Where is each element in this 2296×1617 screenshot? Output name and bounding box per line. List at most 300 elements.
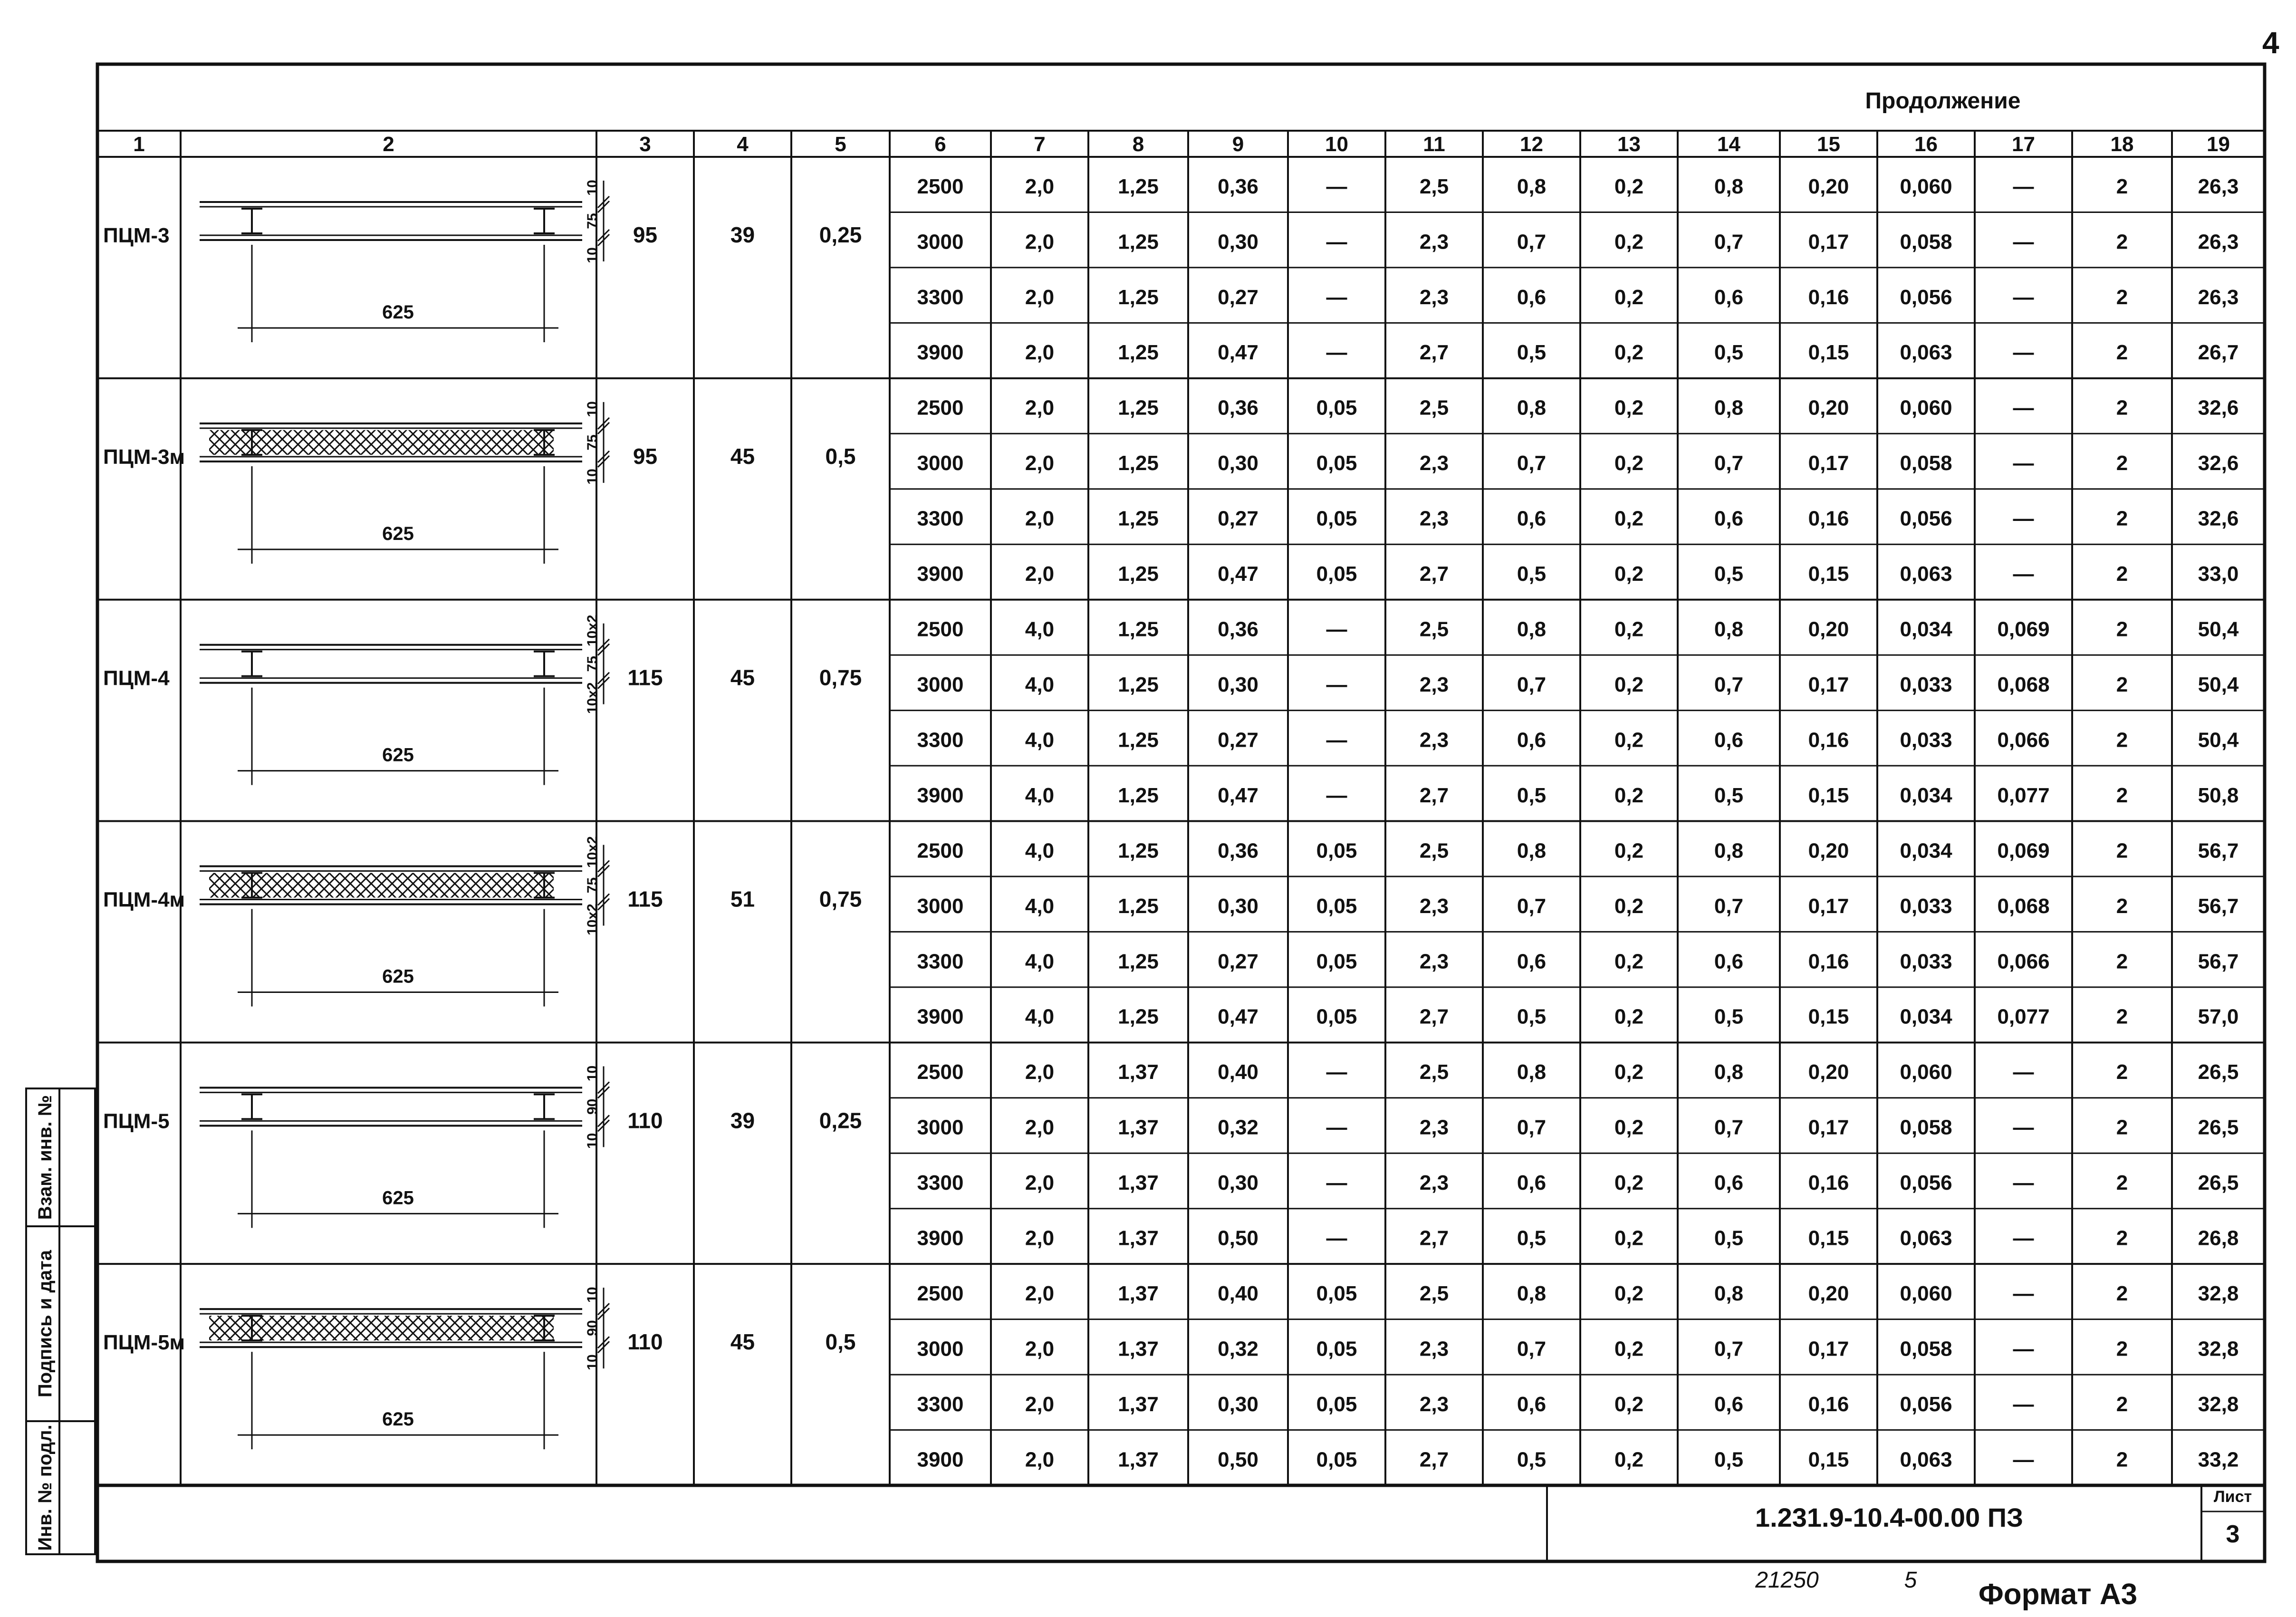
table-cell: 0,2 [1614, 1060, 1644, 1084]
table-cell: 0,5 [1517, 562, 1547, 586]
table-cell: 3000 [917, 452, 964, 475]
table-cell: 0,47 [1218, 341, 1258, 365]
table-cell: 0,056 [1900, 1171, 1952, 1195]
table-cell: 0,20 [1808, 617, 1849, 641]
table-cell: 1,37 [1118, 1226, 1159, 1250]
table-cell: 0,8 [1714, 396, 1744, 420]
table-cell: 2,0 [1025, 1116, 1055, 1139]
table-cell: 2 [2116, 1005, 2128, 1029]
table-cell: 56,7 [2198, 894, 2239, 918]
table-cell: 0,6 [1517, 728, 1547, 752]
table-cell: 2 [2116, 894, 2128, 918]
dimension-label: 75 [585, 877, 600, 894]
table-cell: 0,2 [1614, 1005, 1644, 1029]
table-cell: 26,5 [2198, 1116, 2239, 1139]
table-cell: 26,3 [2198, 174, 2239, 198]
table-cell: 0,32 [1218, 1337, 1258, 1361]
table-cell: 0,6 [1714, 950, 1744, 973]
table-cell: 0,05 [1316, 507, 1357, 530]
table-cell: 1,37 [1118, 1448, 1159, 1472]
stamp-inv-podl: Инв. № подл. [35, 1424, 56, 1551]
table-cell: — [1326, 673, 1347, 696]
table-cell: — [2013, 452, 2034, 475]
table-cell: 0,6 [1714, 728, 1744, 752]
page-number: 4 [2262, 26, 2279, 60]
table-cell: 1,37 [1118, 1116, 1159, 1139]
table-cell: 0,05 [1316, 950, 1357, 973]
table-cell: 0,20 [1808, 396, 1849, 420]
table-cell: 0,058 [1900, 1116, 1952, 1139]
table-cell: — [2013, 230, 2034, 254]
table-cell: 2,3 [1419, 673, 1449, 696]
panel-c5: 0,25 [819, 1108, 862, 1133]
table-cell: 32,8 [2198, 1282, 2239, 1306]
table-cell: 0,060 [1900, 396, 1952, 420]
table-cell: 2,5 [1419, 839, 1449, 863]
dimension-label: 75 [585, 213, 600, 229]
column-header: 11 [1423, 133, 1445, 156]
panel-c4: 45 [730, 1329, 755, 1355]
table-cell: 0,7 [1517, 452, 1547, 475]
column-header: 9 [1232, 133, 1244, 156]
table-cell: 2 [2116, 728, 2128, 752]
table-cell: 2 [2116, 839, 2128, 863]
table-cell: 0,36 [1218, 617, 1258, 641]
document-designation: 1.231.9-10.4-00.00 ПЗ [1755, 1502, 2024, 1532]
table-cell: 3900 [917, 783, 964, 807]
table-cell: 0,068 [1997, 673, 2050, 696]
panel-group [103, 1060, 2238, 1250]
table-cell: — [2013, 1282, 2034, 1306]
column-header: 6 [934, 133, 946, 156]
table-cell: 3900 [917, 1005, 964, 1029]
column-header: 8 [1132, 133, 1144, 156]
dimension-label: 75 [585, 655, 600, 672]
column-header: 1 [133, 133, 145, 156]
table-cell: — [2013, 396, 2034, 420]
table-cell: 33,2 [2198, 1448, 2239, 1472]
table-cell: 0,50 [1218, 1226, 1258, 1250]
panel-name: ПЦМ-5м [103, 1331, 185, 1355]
panel-c3: 110 [627, 1108, 663, 1133]
table-cell: 0,20 [1808, 1060, 1849, 1084]
table-cell: 0,7 [1714, 230, 1744, 254]
table-cell: 0,8 [1517, 396, 1547, 420]
table-cell: 0,2 [1614, 562, 1644, 586]
table-cell: 26,7 [2198, 341, 2239, 365]
table-cell: 0,6 [1517, 507, 1547, 530]
panel-name: ПЦМ-4м [103, 888, 185, 912]
table-cell: 0,034 [1900, 839, 1952, 863]
table-cell: 0,7 [1517, 1116, 1547, 1139]
table-cell: 0,8 [1714, 1060, 1744, 1084]
table-cell: 1,37 [1118, 1337, 1159, 1361]
table-cell: 32,8 [2198, 1337, 2239, 1361]
table-cell: 0,066 [1997, 728, 2050, 752]
table-cell: 0,063 [1900, 1226, 1952, 1250]
dimension-label: 10х2 [585, 836, 600, 868]
table-cell: 2 [2116, 1282, 2128, 1306]
table-cell: 1,25 [1118, 673, 1159, 696]
table-cell: 0,066 [1997, 950, 2050, 973]
table-cell: 2 [2116, 562, 2128, 586]
table-cell: — [2013, 1171, 2034, 1195]
table-cell: — [2013, 507, 2034, 530]
table-cell: 3000 [917, 894, 964, 918]
table-cell: 0,058 [1900, 230, 1952, 254]
table-cell: 2,0 [1025, 230, 1055, 254]
table-cell: 0,5 [1714, 1005, 1744, 1029]
table-cell: 0,2 [1614, 396, 1644, 420]
table-cell: 0,2 [1614, 285, 1644, 309]
dimension-label: 10х2 [585, 615, 600, 647]
column-header: 15 [1817, 133, 1840, 156]
table-cell: 0,063 [1900, 341, 1952, 365]
table-cell: 2,3 [1419, 507, 1449, 530]
panel-c5: 0,5 [825, 443, 856, 469]
column-header: 10 [1325, 133, 1348, 156]
table-cell: 0,7 [1517, 894, 1547, 918]
table-cell: — [2013, 1226, 2034, 1250]
table-cell: 2,3 [1419, 452, 1449, 475]
table-cell: 0,2 [1614, 728, 1644, 752]
table-cell: 2,5 [1419, 174, 1449, 198]
table-cell: — [1326, 174, 1347, 198]
table-cell: 0,2 [1614, 839, 1644, 863]
table-cell: 0,6 [1517, 950, 1547, 973]
table-cell: 2,3 [1419, 1337, 1449, 1361]
table-cell: 0,47 [1218, 562, 1258, 586]
table-cell: 0,7 [1714, 1337, 1744, 1361]
table-cell: — [1326, 1226, 1347, 1250]
table-cell: 2 [2116, 452, 2128, 475]
table-cell: 0,5 [1714, 783, 1744, 807]
table-cell: 0,17 [1808, 673, 1849, 696]
table-cell: 1,37 [1118, 1171, 1159, 1195]
table-cell: — [2013, 1337, 2034, 1361]
table-cell: — [1326, 783, 1347, 807]
section-sketch [200, 401, 609, 564]
table-cell: 56,7 [2198, 950, 2239, 973]
table-cell: 0,2 [1614, 894, 1644, 918]
table-cell: 50,4 [2198, 673, 2239, 696]
column-header: 14 [1717, 133, 1740, 156]
table-cell: 0,16 [1808, 728, 1849, 752]
table-cell: — [1326, 341, 1347, 365]
table-cell: 3900 [917, 1448, 964, 1472]
table-cell: 32,6 [2198, 507, 2239, 530]
table-cell: 2,5 [1419, 617, 1449, 641]
section-sketch [200, 615, 609, 785]
column-header: 13 [1617, 133, 1641, 156]
table-cell: 0,32 [1218, 1116, 1258, 1139]
table-cell: 2500 [917, 396, 964, 420]
table-cell: 0,6 [1517, 1171, 1547, 1195]
table-cell: 0,2 [1614, 1337, 1644, 1361]
table-cell: 1,25 [1118, 507, 1159, 530]
table-cell: 2,0 [1025, 1337, 1055, 1361]
section-sketch [200, 1287, 609, 1449]
table-cell: 0,060 [1900, 1282, 1952, 1306]
table-cell: 0,5 [1714, 1448, 1744, 1472]
table-cell: 0,2 [1614, 1171, 1644, 1195]
table-cell: 0,16 [1808, 1171, 1849, 1195]
profile-icon [241, 209, 262, 233]
archive-number: 21250 [1755, 1568, 1819, 1593]
table-cell: 32,6 [2198, 452, 2239, 475]
table-cell: 3300 [917, 728, 964, 752]
continuation-label: Продолжение [1865, 88, 2021, 114]
table-cell: 2,0 [1025, 396, 1055, 420]
table-cell: — [2013, 285, 2034, 309]
table-cell: 0,05 [1316, 1448, 1357, 1472]
table-cell: 0,16 [1808, 507, 1849, 530]
table-cell: 0,034 [1900, 783, 1952, 807]
table-cell: 0,6 [1714, 285, 1744, 309]
insulation-hatch [209, 873, 554, 898]
table-cell: 2 [2116, 950, 2128, 973]
width-dimension-label: 625 [382, 523, 414, 544]
stamp-vzam-inv: Взам. инв. № [35, 1095, 56, 1220]
table-cell: 0,30 [1218, 894, 1258, 918]
table-cell: 2 [2116, 1337, 2128, 1361]
panel-c4: 45 [730, 443, 755, 469]
dimension-label: 10 [585, 1065, 600, 1082]
table-cell: 0,20 [1808, 839, 1849, 863]
footer [1755, 1568, 2137, 1611]
table-cell: 0,30 [1218, 1392, 1258, 1416]
insulation-hatch [209, 1316, 554, 1340]
table-cell: 4,0 [1025, 894, 1055, 918]
table-cell: 1,37 [1118, 1282, 1159, 1306]
table-cell: 0,069 [1997, 839, 2050, 863]
sheet-label: Лист [2213, 1488, 2252, 1506]
table-cell: 0,16 [1808, 950, 1849, 973]
table-cell: 0,6 [1517, 285, 1547, 309]
table-cell: 1,37 [1118, 1392, 1159, 1416]
dimension-label: 10 [585, 180, 600, 196]
table-cell: 26,8 [2198, 1226, 2239, 1250]
table-cell: 0,056 [1900, 285, 1952, 309]
table-cell: 0,20 [1808, 174, 1849, 198]
table-cell: 2,7 [1419, 1005, 1449, 1029]
dimension-label: 90 [585, 1320, 600, 1336]
panel-c4: 51 [730, 886, 755, 912]
dimension-label: 10 [585, 247, 600, 263]
table-cell: 0,2 [1614, 673, 1644, 696]
table-cell: 0,077 [1997, 783, 2050, 807]
column-header-row [133, 133, 2230, 156]
table-cell: — [2013, 174, 2034, 198]
table-cell: 0,6 [1714, 1171, 1744, 1195]
table-cell: 0,8 [1714, 617, 1744, 641]
table-cell: 0,30 [1218, 230, 1258, 254]
width-dimension-label: 625 [382, 1409, 414, 1430]
panel-c5: 0,25 [819, 222, 862, 247]
width-dimension-label: 625 [382, 1187, 414, 1209]
insulation-hatch [209, 430, 554, 455]
width-dimension-label: 625 [382, 744, 414, 766]
width-dimension-label: 625 [382, 966, 414, 987]
table-cell: 2,0 [1025, 1171, 1055, 1195]
table-cell: 0,17 [1808, 230, 1849, 254]
table-cell: 3300 [917, 1392, 964, 1416]
dimension-label: 10 [585, 1133, 600, 1149]
table-cell: 26,5 [2198, 1060, 2239, 1084]
table-cell: 0,2 [1614, 341, 1644, 365]
table-cell: 2 [2116, 1116, 2128, 1139]
table-cell: 1,37 [1118, 1060, 1159, 1084]
panel-c3: 115 [627, 886, 663, 912]
table-cell: 3900 [917, 1226, 964, 1250]
column-header: 7 [1034, 133, 1046, 156]
column-header: 2 [383, 133, 394, 156]
table-cell: 2,7 [1419, 341, 1449, 365]
table-cell: 0,8 [1714, 1282, 1744, 1306]
table-cell: 1,25 [1118, 562, 1159, 586]
table-cell: 0,15 [1808, 1448, 1849, 1472]
table-cell: 3900 [917, 562, 964, 586]
table-cell: 0,30 [1218, 1171, 1258, 1195]
table-cell: 2500 [917, 617, 964, 641]
table-cell: 1,25 [1118, 950, 1159, 973]
table-cell: 0,05 [1316, 1392, 1357, 1416]
table-cell: 0,8 [1517, 174, 1547, 198]
table-cell: — [1326, 728, 1347, 752]
table-cell: 1,25 [1118, 617, 1159, 641]
panel-c3: 95 [633, 222, 658, 247]
table-cell: 3300 [917, 285, 964, 309]
table-cell: 3000 [917, 673, 964, 696]
panel-c3: 115 [627, 665, 663, 690]
table-cell: 2,7 [1419, 1448, 1449, 1472]
table-cell: 0,36 [1218, 396, 1258, 420]
table-cell: 0,068 [1997, 894, 2050, 918]
table-cell: 0,2 [1614, 1226, 1644, 1250]
table-cell: 0,05 [1316, 1282, 1357, 1306]
table-cell: 1,25 [1118, 452, 1159, 475]
table-cell: 1,25 [1118, 341, 1159, 365]
table-cell: 0,05 [1316, 839, 1357, 863]
panel-group [103, 1282, 2238, 1471]
table-cell: 0,8 [1714, 174, 1744, 198]
table-cell: 2 [2116, 1448, 2128, 1472]
table-cell: 4,0 [1025, 617, 1055, 641]
table-cell: 2 [2116, 285, 2128, 309]
stamp-podpis-data: Подпись и дата [35, 1250, 56, 1397]
table-cell: 0,5 [1517, 783, 1547, 807]
table-cell: — [1326, 230, 1347, 254]
table-cell: 2500 [917, 174, 964, 198]
sheet-number: 3 [2226, 1521, 2240, 1548]
table-cell: 0,033 [1900, 728, 1952, 752]
table-cell: 0,17 [1808, 452, 1849, 475]
table-cell: 57,0 [2198, 1005, 2239, 1029]
table-cell: 0,15 [1808, 562, 1849, 586]
table-cell: 2 [2116, 783, 2128, 807]
table-cell: 2,7 [1419, 1226, 1449, 1250]
table-cell: — [2013, 1448, 2034, 1472]
panel-name: ПЦМ-3 [103, 224, 170, 247]
table-cell: 2,0 [1025, 285, 1055, 309]
table-cell: 0,15 [1808, 341, 1849, 365]
table-cell: 3000 [917, 230, 964, 254]
table-cell: 0,30 [1218, 673, 1258, 696]
table-cell: 2,5 [1419, 396, 1449, 420]
panel-name: ПЦМ-4 [103, 666, 170, 690]
table-cell: 26,3 [2198, 230, 2239, 254]
table-cell: 50,4 [2198, 617, 2239, 641]
table-cell: 0,27 [1218, 728, 1258, 752]
table-cell: 2,3 [1419, 1116, 1449, 1139]
dimension-label: 90 [585, 1098, 600, 1115]
table-cell: 1,25 [1118, 1005, 1159, 1029]
table-cell: 0,30 [1218, 452, 1258, 475]
profile-icon [534, 652, 555, 676]
table-cell: 0,2 [1614, 1282, 1644, 1306]
table-cell: 2500 [917, 1282, 964, 1306]
table-cell: 0,060 [1900, 1060, 1952, 1084]
table-cell: 2 [2116, 1392, 2128, 1416]
table-cell: 4,0 [1025, 950, 1055, 973]
table-cell: 0,5 [1714, 562, 1744, 586]
table-cell: 2 [2116, 1226, 2128, 1250]
table-cell: 2,3 [1419, 1171, 1449, 1195]
table-cell: 2,0 [1025, 1448, 1055, 1472]
table-cell: — [2013, 562, 2034, 586]
table-cell: 0,5 [1517, 1448, 1547, 1472]
table-cell: 4,0 [1025, 728, 1055, 752]
profile-icon [534, 1094, 555, 1119]
table-cell: 0,05 [1316, 894, 1357, 918]
table-cell: 0,17 [1808, 1337, 1849, 1361]
table-cell: 0,056 [1900, 1392, 1952, 1416]
table-cell: 0,8 [1517, 1282, 1547, 1306]
table-cell: 0,2 [1614, 1116, 1644, 1139]
table-cell: 0,5 [1714, 341, 1744, 365]
table-cell: 1,25 [1118, 396, 1159, 420]
table-cell: 2,3 [1419, 230, 1449, 254]
table-cell: 2,3 [1419, 285, 1449, 309]
dimension-label: 10х2 [585, 904, 600, 935]
table-cell: 0,077 [1997, 1005, 2050, 1029]
table-cell: 1,25 [1118, 285, 1159, 309]
column-header: 17 [2012, 133, 2035, 156]
section-sketch [200, 1066, 609, 1228]
column-header: 5 [835, 133, 846, 156]
table-cell: 2 [2116, 230, 2128, 254]
table-cell: 3900 [917, 341, 964, 365]
panel-c4: 39 [730, 222, 755, 247]
title-block [1755, 1488, 2252, 1548]
table-cell: 0,7 [1714, 1116, 1744, 1139]
table-cell: 0,060 [1900, 174, 1952, 198]
table-cell: 0,7 [1714, 452, 1744, 475]
format-label: Формат А3 [1978, 1578, 2138, 1611]
table-cell: 4,0 [1025, 1005, 1055, 1029]
table-cell: 0,40 [1218, 1060, 1258, 1084]
table-cell: 0,2 [1614, 452, 1644, 475]
dimension-label: 10 [585, 1354, 600, 1370]
panel-c4: 39 [730, 1108, 755, 1133]
table-cell: 0,20 [1808, 1282, 1849, 1306]
table-cell: 4,0 [1025, 673, 1055, 696]
table-cell: 0,033 [1900, 673, 1952, 696]
panel-c5: 0,5 [825, 1329, 856, 1355]
section-sketch [200, 180, 609, 342]
column-header: 18 [2110, 133, 2134, 156]
table-cell: 1,25 [1118, 230, 1159, 254]
